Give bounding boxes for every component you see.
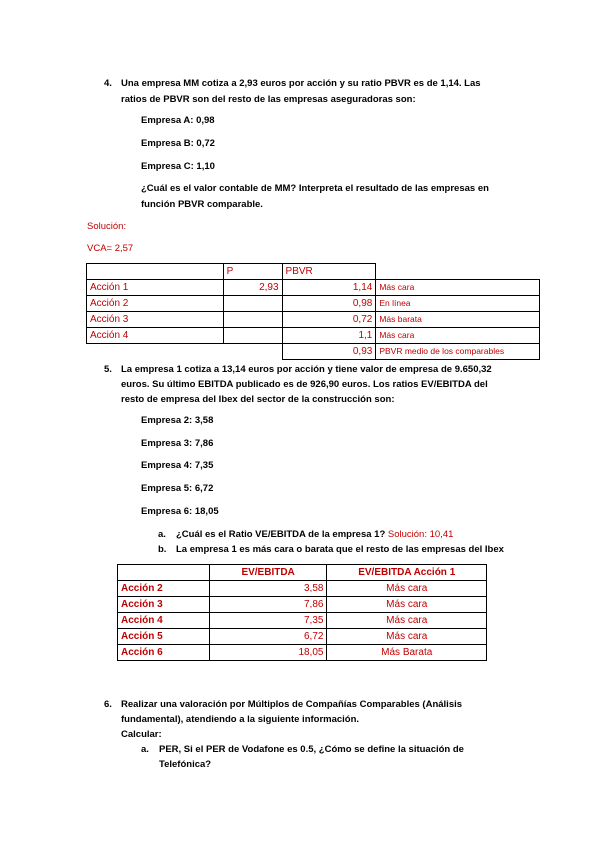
row-p <box>223 296 282 312</box>
row-p <box>223 312 282 328</box>
q4-table <box>86 263 540 360</box>
row-label <box>87 344 224 360</box>
row-pbvr: 0,72 <box>282 312 376 328</box>
q6-line1: Realizar una valoración por Múltiplos de Compañías Comparables (Análisis <box>121 699 463 710</box>
table-row <box>118 597 487 613</box>
row-label: Acción 3 <box>118 597 210 613</box>
table-row <box>87 328 540 344</box>
q6-sub-a-line2: Telefónica? <box>159 759 212 770</box>
row-pbvr: 1,1 <box>282 328 376 344</box>
row-label: Acción 3 <box>87 312 224 328</box>
q4-item-c: Empresa C: 1,10 <box>141 161 215 172</box>
q6-number: 6. <box>104 699 112 710</box>
q5-line3: resto de empresa del Ibex del sector de la construcción son: <box>121 394 395 405</box>
q4-question-line2: función PBVR comparable. <box>141 199 263 210</box>
table-header-row <box>118 565 487 581</box>
header-cell-ev-ebitda-accion1: EV/EBITDA Acción 1 <box>327 565 487 581</box>
row-p: 2,93 <box>223 280 282 296</box>
q5-number: 5. <box>104 364 112 375</box>
table-header-row <box>87 264 540 280</box>
table-row <box>118 645 487 661</box>
row-note: Más cara <box>327 597 487 613</box>
row-value: 3,58 <box>209 581 327 597</box>
row-note: Más cara <box>327 581 487 597</box>
table-row <box>87 280 540 296</box>
row-label: Acción 4 <box>87 328 224 344</box>
q5-line2: euros. Su último EBITDA publicado es de 926,90 euros. Los ratios EV/EBITDA del <box>121 379 488 390</box>
row-value: 7,35 <box>209 613 327 629</box>
row-note: Más cara <box>376 328 540 344</box>
q6-sub-a-line1: PER, Si el PER de Vodafone es 0.5, ¿Cómo se define la situación de <box>159 744 464 755</box>
row-p <box>223 328 282 344</box>
q6-calcular: Calcular: <box>121 729 162 740</box>
table-row <box>118 613 487 629</box>
q5-sub-a-text: ¿Cuál es el Ratio VE/EBITDA de la empresa 1? <box>176 529 386 540</box>
row-p <box>223 344 282 360</box>
q4-question-line1: ¿Cuál es el valor contable de MM? Interpreta el resultado de las empresas en <box>141 183 489 194</box>
row-note: En línea <box>376 296 540 312</box>
q5-sub-a <box>176 529 453 540</box>
q5-sub-a-letter: a. <box>158 529 166 540</box>
table-row <box>118 629 487 645</box>
q5-item-5: Empresa 5: 6,72 <box>141 483 214 494</box>
row-label: Acción 5 <box>118 629 210 645</box>
q6-line2: fundamental), atendiendo a la siguiente información. <box>121 714 360 725</box>
q4-item-a: Empresa A: 0,98 <box>141 115 215 126</box>
header-cell-p: P <box>223 264 282 280</box>
q4-vca: VCA= 2,57 <box>87 243 134 254</box>
row-note: PBVR medio de los comparables <box>376 344 540 360</box>
q5-item-6: Empresa 6: 18,05 <box>141 506 219 517</box>
q5-item-4: Empresa 4: 7,35 <box>141 460 214 471</box>
q5-item-3: Empresa 3: 7,86 <box>141 438 214 449</box>
header-cell-ev-ebitda: EV/EBITDA <box>209 565 327 581</box>
row-value: 18,05 <box>209 645 327 661</box>
q4-line1: Una empresa MM cotiza a 2,93 euros por acción y su ratio PBVR es de 1,14. Las <box>121 78 481 89</box>
header-cell <box>118 565 210 581</box>
row-label: Acción 2 <box>118 581 210 597</box>
row-note: Más cara <box>327 629 487 645</box>
row-pbvr: 1,14 <box>282 280 376 296</box>
q6-sub-a-letter: a. <box>141 744 149 755</box>
header-cell <box>87 264 224 280</box>
q5-item-2: Empresa 2: 3,58 <box>141 415 214 426</box>
row-label: Acción 4 <box>118 613 210 629</box>
table-row <box>87 296 540 312</box>
row-label: Acción 1 <box>87 280 224 296</box>
q5-table <box>117 564 487 661</box>
row-pbvr: 0,98 <box>282 296 376 312</box>
q4-line2: ratios de PBVR son del resto de las empresas aseguradoras son: <box>121 94 416 105</box>
q5-sub-b-text: La empresa 1 es más cara o barata que el resto de las empresas del Ibex <box>176 544 504 555</box>
empty-cell <box>376 264 540 280</box>
table-row <box>87 344 540 360</box>
row-value: 7,86 <box>209 597 327 613</box>
table-row <box>118 581 487 597</box>
header-cell-pbvr: PBVR <box>282 264 376 280</box>
row-pbvr: 0,93 <box>282 344 376 360</box>
row-note: Más cara <box>376 280 540 296</box>
table-row <box>87 312 540 328</box>
q4-item-b: Empresa B: 0,72 <box>141 138 215 149</box>
row-label: Acción 6 <box>118 645 210 661</box>
q4-solution-label: Solución: <box>87 221 127 232</box>
q5-sub-b-letter: b. <box>158 544 167 555</box>
row-note: Más cara <box>327 613 487 629</box>
q4-number: 4. <box>104 78 112 89</box>
q5-line1: La empresa 1 cotiza a 13,14 euros por acción y tiene valor de empresa de 9.650,32 <box>121 364 492 375</box>
row-label: Acción 2 <box>87 296 224 312</box>
row-note: Más Barata <box>327 645 487 661</box>
q5-sub-a-answer: Solución: 10,41 <box>387 529 454 540</box>
row-value: 6,72 <box>209 629 327 645</box>
row-note: Más barata <box>376 312 540 328</box>
